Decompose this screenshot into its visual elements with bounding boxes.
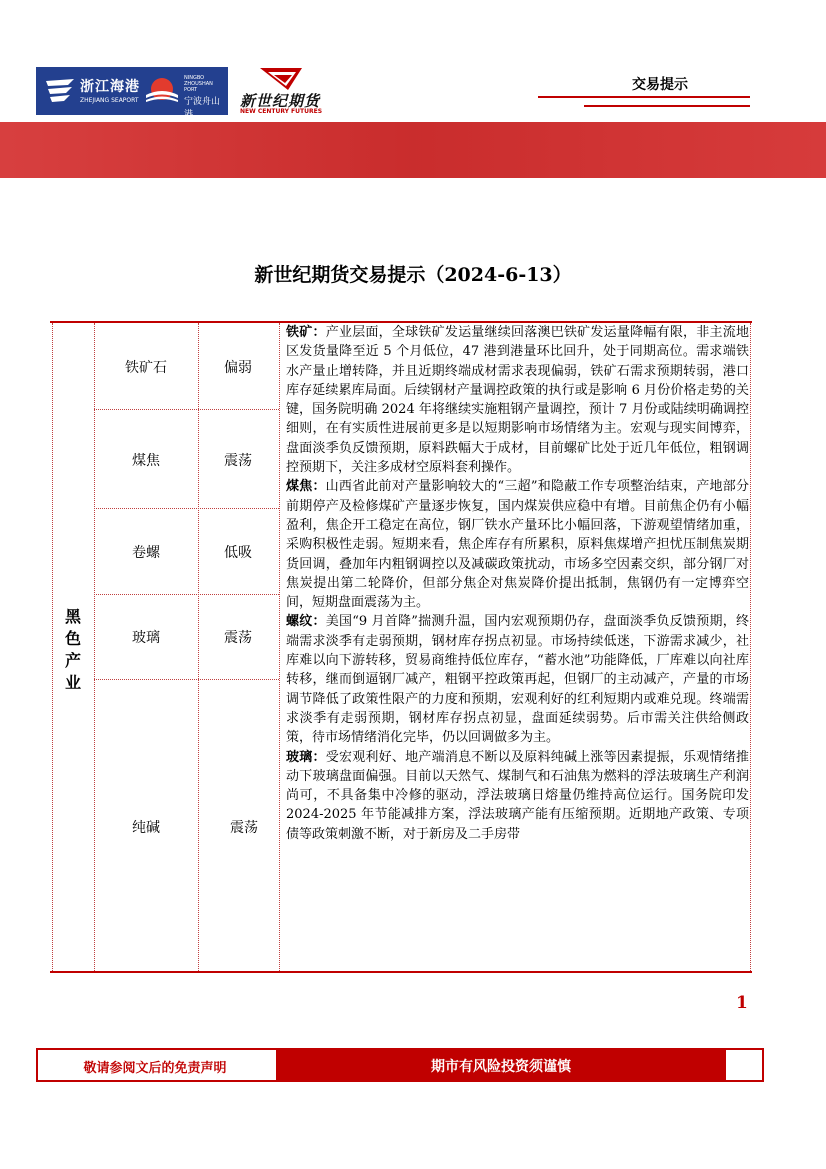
table-row-product: 铁矿石 <box>125 360 167 376</box>
analysis-paragraph <box>286 323 749 477</box>
table-row-view: 震荡 <box>224 630 252 646</box>
new-century-en: NEW CENTURY FUTURES <box>240 108 323 115</box>
ningbo-port-en: NINGBO ZHOUSHAN PORT <box>184 75 213 93</box>
analysis-heading: 玻璃： <box>286 749 326 765</box>
table-column-divider <box>279 323 280 971</box>
analysis-heading: 螺纹： <box>286 614 326 630</box>
zhejiang-seaport-logo <box>36 67 228 120</box>
new-century-cn: 新世纪期货 <box>240 92 321 110</box>
zhejiang-seaport-cn: 浙江海港 <box>80 79 140 95</box>
zhejiang-seaport-en: ZHEJIANG SEAPORT <box>80 97 139 104</box>
analysis-paragraph <box>286 612 749 747</box>
header-divider <box>584 105 750 107</box>
analysis-paragraph <box>286 748 749 844</box>
ningbo-port-sun-icon <box>144 75 180 107</box>
new-century-futures-logo <box>236 66 336 118</box>
footer-risk-warning: 期市有风险投资须谨慎 <box>431 1059 571 1075</box>
analysis-text <box>286 323 749 971</box>
analysis-body: 受宏观利好、地产端消息不断以及原料纯碱上涨等因素提振，乐观情绪推动下玻璃盘面偏强。目前以天然气、煤制气和石油焦为燃料的浮法玻璃生产利润尚可，不具备集中冷修的驱动，浮法玻璃日熔量仍维持高位运行。国务院印发 2024-2025 年节能减排方案，浮法玻璃产能有压缩预期。近期地产政策、专项债等政策刺激不断，对于新房及二手房带 <box>286 749 749 842</box>
table-column-divider <box>198 323 199 971</box>
table-row-product: 纯碱 <box>132 820 160 836</box>
footer-bar <box>36 1048 764 1082</box>
footer-risk-cell <box>276 1050 726 1080</box>
analysis-body: 美国“9 月首降”揣测升温，国内宏观预期仍存，盘面淡季负反馈预期，终端需求淡季有走弱预期，钢材库存拐点初显。市场持续低迷，下游需求减少，社库难以向下游转移，贸易商维持低位库存，“蓄水池”功能降低，厂库难以向社库转移，继而倒逼钢厂减产，粗钢平控政策再起，但钢厂的主动减产，产量的市场调节降低了政策性限产的力度和预期，宏观利好的红利短期内或难兑现。终端需求淡季有走弱预期，钢材库存拐点初显，盘面延续弱势。后市需关注供给侧政策，待市场情绪消化完毕，仍以回调做多为主。 <box>286 614 749 746</box>
table-row-divider <box>94 409 279 410</box>
document-title: 新世纪期货交易提示（2024-6-13） <box>254 264 572 286</box>
zhejiang-seaport-mark-icon <box>44 75 78 105</box>
table-row-product: 玻璃 <box>132 630 160 646</box>
table-row-divider <box>94 508 279 509</box>
table-column-divider <box>750 323 751 971</box>
table-row-product: 卷螺 <box>132 545 160 561</box>
table-row-view: 震荡 <box>224 453 252 469</box>
footer-disclaimer-cell <box>38 1050 272 1080</box>
table-bottom-border <box>50 971 752 973</box>
table-row-view: 低吸 <box>224 545 252 561</box>
new-century-wing-icon <box>258 66 304 92</box>
table-row-view: 偏弱 <box>224 360 252 376</box>
table-row-view: 震荡 <box>230 820 258 836</box>
table-column-divider <box>94 323 95 971</box>
analysis-heading: 铁矿： <box>286 325 326 340</box>
analysis-paragraph <box>286 477 749 612</box>
footer-disclaimer: 敬请参阅文后的免责声明 <box>83 1061 227 1076</box>
table-row-divider <box>94 679 279 680</box>
red-banner <box>0 122 826 178</box>
table-row-product: 煤焦 <box>132 453 160 469</box>
analysis-heading: 煤焦： <box>286 479 326 495</box>
table-row-divider <box>94 594 279 595</box>
analysis-body: 产业层面，全球铁矿发运量继续回落澳巴铁矿发运量降幅有限，非主流地区发货量降至近 5 个月低位，47 港到港量环比回升，处于同期高位。需求端铁水产量止增转降，并且近期终端成材需求表现偏弱，铁矿石需求预期转弱，港口库存延续累库局面。后续钢材产量调控政策的执行或是影响 6 月份价格走势的关键，国务院明确 2024 年将继续实施粗钢产量调控，预计 7 月份或陆续明确调控细则，在有实质性进展前更多是以短期影响市场情绪为主。宏观与现实间博弈，盘面淡季负反馈预期，原料跌幅大于成材，目前螺矿比处于近几年低位，粗钢调控预期下，关注多成材空原料套利操作。 <box>286 325 749 476</box>
header-label: 交易提示 <box>632 77 688 93</box>
sector-cell <box>52 323 94 971</box>
page-number: 1 <box>736 993 748 1013</box>
sector-label: 黑色产业 <box>64 607 81 692</box>
analysis-body: 山西省此前对产量影响较大的“三超”和隐蔽工作专项整治结束，产地部分前期停产及检修煤矿产量逐步恢复，国内煤炭供应稳中有增。目前焦企仍有小幅盈利，焦企开工稳定在高位，钢厂铁水产量环比小幅回落，下游观望情绪加重，采购积极性走弱。短期来看，焦企库存有所累积，原料焦煤增产担忧压制焦炭期货回调，叠加年内粗钢调控以及减碳政策扰动，市场多空因素交织，部分钢厂对焦炭提出第二轮降价，但部分焦企对焦炭降价提出抵制，焦钢仍有一定博弈空间，短期盘面震荡为主。 <box>286 479 749 611</box>
footer-end-cell <box>730 1050 762 1080</box>
header-divider <box>538 96 750 98</box>
ningbo-port-cn: 宁波舟山港 <box>184 97 221 120</box>
